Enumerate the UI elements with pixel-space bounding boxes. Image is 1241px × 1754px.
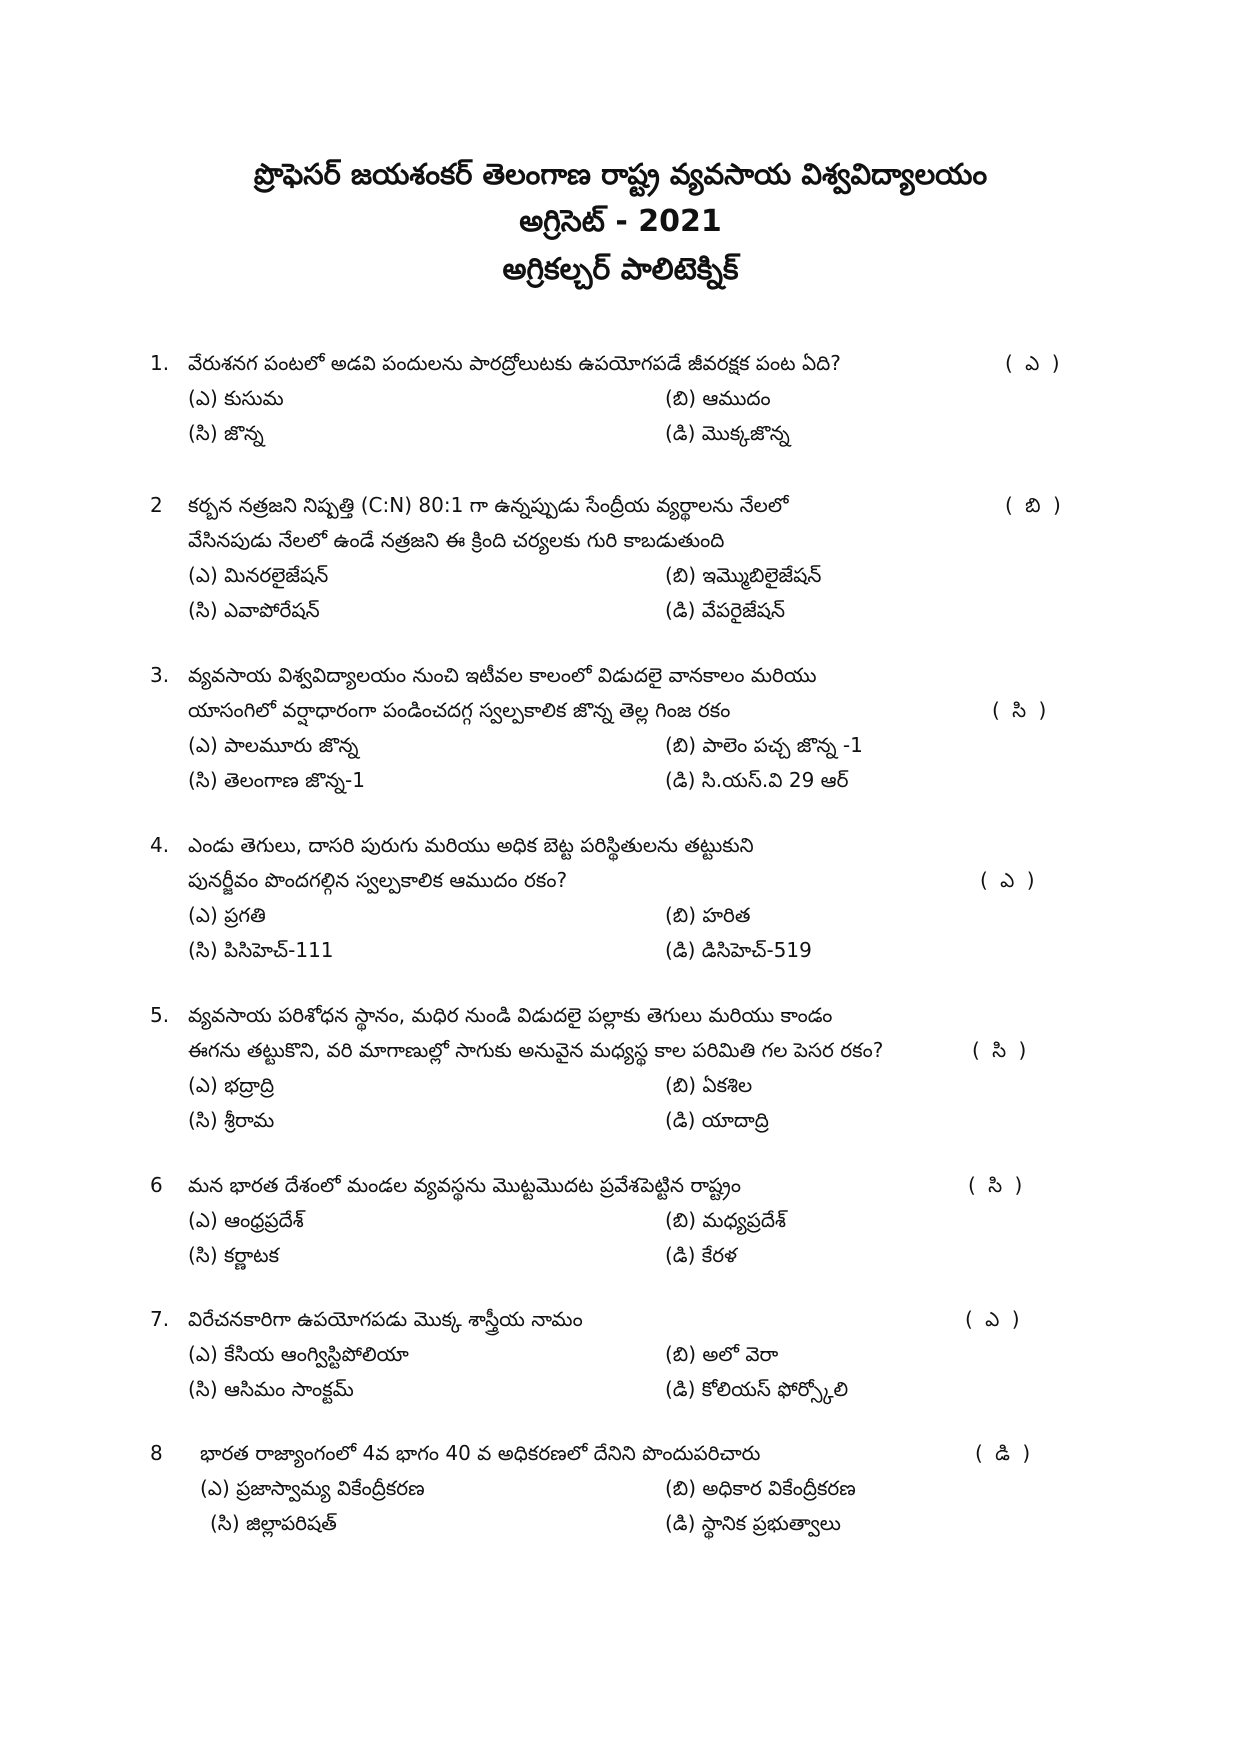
option-a: (ఎ) ప్రజాస్వామ్య వికేంద్రీకరణ (200, 1476, 425, 1500)
question-1 (0, 346, 1241, 451)
question-number: 7. (150, 1307, 170, 1331)
question-row (0, 693, 1241, 728)
question-row (0, 1436, 1241, 1471)
answer-key: ( సి ) (968, 1173, 1026, 1197)
answer-key: ( డి ) (975, 1441, 1034, 1465)
question-text: భారత రాజ్యాంగంలో 4వ భాగం 40 వ అధికరణలో దేనిని పొందుపరిచారు (200, 1441, 761, 1465)
question-8 (0, 1436, 1241, 1541)
options-row (0, 728, 1241, 763)
question-row (0, 1033, 1241, 1068)
question-row (0, 1168, 1241, 1203)
option-a: (ఎ) భద్రాద్రి (188, 1073, 275, 1097)
option-a: (ఎ) మినరలైజేషన్ (188, 563, 329, 587)
option-b: (బి) అలో వెరా (665, 1342, 779, 1366)
option-b: (బి) అధికార వికేంద్రీకరణ (665, 1476, 856, 1500)
option-d: (డి) వేపరైజేషన్ (665, 598, 785, 622)
question-7 (0, 1302, 1241, 1407)
option-c: (సి) కర్ణాటక (188, 1243, 280, 1267)
question-text: వ్యవసాయ పరిశోధన స్థానం, మధిర నుండి విడుదలై పల్లాకు తెగులు మరియు కాండం (188, 1003, 833, 1027)
question-text: వేసినపుడు నేలలో ఉండే నత్రజని ఈ క్రింది చర్యలకు గురి కాబడుతుంది (188, 528, 725, 552)
answer-key: ( సి ) (992, 698, 1050, 722)
option-c: (సి) జొన్న (188, 421, 264, 445)
question-row (0, 523, 1241, 558)
options-row (0, 1203, 1241, 1238)
question-text: వేరుశనగ పంటలో అడవి పందులను పారద్రోలుటకు ఉపయోగపడే జీవరక్షక పంట ఏది? (188, 351, 841, 375)
option-c: (సి) తెలంగాణ జొన్న-1 (188, 768, 365, 792)
option-d: (డి) సి.యస్.వి 29 ఆర్ (665, 768, 849, 792)
option-b: (బి) పాలెం పచ్చ జొన్న -1 (665, 733, 863, 757)
question-text: విరేచనకారిగా ఉపయోగపడు మొక్క శాస్త్రీయ నామం (188, 1307, 583, 1331)
options-row (0, 1068, 1241, 1103)
question-row (0, 828, 1241, 863)
option-a: (ఎ) ప్రగతి (188, 903, 266, 927)
option-a: (ఎ) కేసియ ఆంగ్విస్టిపోలియా (188, 1342, 409, 1366)
option-c: (సి) జిల్లాపరిషత్ (210, 1511, 337, 1535)
question-text: యాసంగిలో వర్షాధారంగా పండించదగ్గ స్వల్పకాలిక జొన్న తెల్ల గింజ రకం (188, 698, 731, 722)
option-d: (డి) కేరళ (665, 1243, 737, 1267)
question-text: ఈగను తట్టుకొని, వరి మాగాణుల్లో సాగుకు అనువైన మధ్యస్థ కాల పరిమితి గల పెసర రకం? (188, 1038, 884, 1062)
question-row (0, 488, 1241, 523)
question-number: 2 (150, 493, 163, 517)
question-5 (0, 998, 1241, 1138)
question-row (0, 1302, 1241, 1337)
question-row (0, 998, 1241, 1033)
question-row (0, 863, 1241, 898)
options-row (0, 1103, 1241, 1138)
university-title: ప్రొఫెసర్ జయశంకర్ తెలంగాణ రాష్ట్ర వ్యవసాయ విశ్వవిద్యాలయం (253, 157, 988, 191)
option-d: (డి) మొక్కజొన్న (665, 421, 790, 445)
option-d: (డి) డిసిహెచ్-519 (665, 938, 812, 962)
options-row (0, 416, 1241, 451)
question-number: 3. (150, 663, 170, 687)
options-row (0, 558, 1241, 593)
question-6 (0, 1168, 1241, 1273)
question-3 (0, 658, 1241, 798)
answer-key: ( ఎ ) (1005, 351, 1063, 375)
option-d: (డి) స్థానిక ప్రభుత్వాలు (665, 1511, 841, 1535)
question-text: కర్బన నత్రజని నిష్పత్తి (C:N) 80:1 గా ఉన్నప్పుడు సేంద్రీయ వ్యర్థాలను నేలలో (188, 493, 789, 517)
option-b: (బి) ఇమ్మొబిలైజేషన్ (665, 563, 822, 587)
option-c: (సి) ఆసిమం సాంక్టమ్ (188, 1377, 354, 1401)
question-number: 1. (150, 351, 170, 375)
question-row (0, 346, 1241, 381)
option-d: (డి) యాదాద్రి (665, 1108, 769, 1132)
question-row (0, 658, 1241, 693)
option-a: (ఎ) పాలమూరు జొన్న (188, 733, 359, 757)
option-b: (బి) మధ్యప్రదేశ్ (665, 1208, 787, 1232)
options-row (0, 933, 1241, 968)
question-number: 6 (150, 1173, 163, 1197)
exam-title: అగ్రిసెట్ - 2021 (519, 204, 722, 239)
question-text: వ్యవసాయ విశ్వవిద్యాలయం నుంచి ఇటీవల కాలంలో విడుదలై వానకాలం మరియు (188, 663, 817, 687)
options-row (0, 1372, 1241, 1407)
option-c: (సి) శ్రీరామ (188, 1108, 275, 1132)
option-d: (డి) కోలియస్ ఫోర్స్కోలి (665, 1377, 849, 1401)
option-b: (బి) ఏకశిల (665, 1073, 753, 1097)
options-row (0, 381, 1241, 416)
answer-key: ( ఎ ) (980, 868, 1038, 892)
option-c: (సి) పిసిహెచ్-111 (188, 938, 334, 962)
options-row (0, 1337, 1241, 1372)
option-a: (ఎ) ఆంధ్రప్రదేశ్ (188, 1208, 304, 1232)
question-number: 5. (150, 1003, 170, 1027)
option-c: (సి) ఎవాపోరేషన్ (188, 598, 320, 622)
question-text: ఎండు తెగులు, దాసరి పురుగు మరియు అధిక బెట్ట పరిస్థితులను తట్టుకుని (188, 833, 754, 857)
option-b: (బి) ఆముదం (665, 386, 771, 410)
question-number: 4. (150, 833, 170, 857)
question-4 (0, 828, 1241, 968)
options-row (0, 593, 1241, 628)
question-2 (0, 488, 1241, 628)
option-b: (బి) హరిత (665, 903, 751, 927)
question-text: పునర్జీవం పొందగల్గిన స్వల్పకాలిక ఆముదం రకం? (188, 868, 568, 892)
answer-key: ( ఎ ) (965, 1307, 1023, 1331)
options-row (0, 898, 1241, 933)
question-text: మన భారత దేశంలో మండల వ్యవస్థను మొట్టమొదట ప్రవేశపెట్టిన రాష్ట్రం (188, 1173, 741, 1197)
answer-key: ( బి ) (1005, 493, 1064, 517)
course-title: అగ్రికల్చర్ పాలిటెక్నిక్ (502, 252, 739, 287)
options-row (0, 1471, 1241, 1506)
options-row (0, 763, 1241, 798)
options-row (0, 1506, 1241, 1541)
options-row (0, 1238, 1241, 1273)
answer-key: ( సి ) (972, 1038, 1030, 1062)
option-a: (ఎ) కుసుమ (188, 386, 284, 410)
question-number: 8 (150, 1441, 163, 1465)
page-header (0, 150, 1241, 294)
